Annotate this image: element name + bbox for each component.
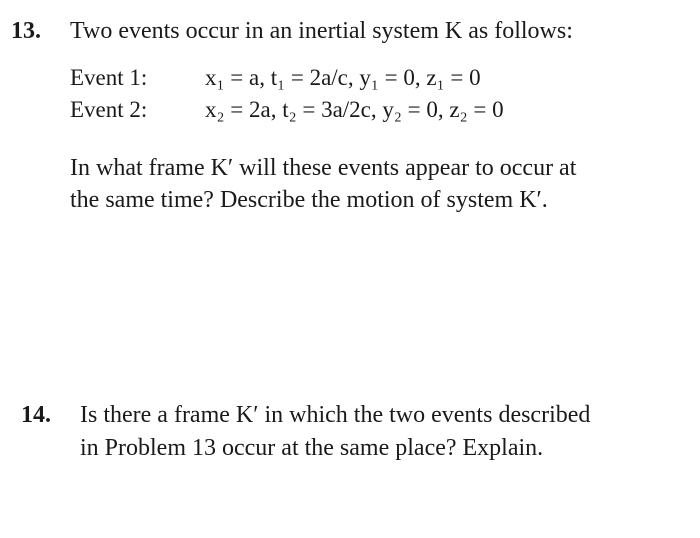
event-coordinates: x₁ = a, t₁ = 2a/c, y₁ = 0, z₁ = 0 (205, 65, 481, 90)
problem-13 (0, 14, 700, 213)
question-line: in Problem 13 occur at the same place? Explain. (80, 435, 544, 461)
event-row-2 (70, 94, 690, 126)
problem-14-header (0, 398, 700, 432)
event-coordinates: x₂ = 2a, t₂ = 3a/2c, y₂ = 0, z₂ = 0 (205, 97, 504, 122)
event-label: Event 1: (70, 65, 148, 90)
question-line: the same time? Describe the motion of system K′. (70, 187, 548, 213)
problem-question (80, 432, 690, 464)
problem-number: 13. (11, 18, 41, 44)
problem-13-header (0, 14, 700, 48)
problem-statement-lead: Two events occur in an inertial system K as follows: (70, 18, 573, 44)
problem-question (70, 152, 690, 216)
question-line: In what frame K′ will these events appear to occur at (70, 155, 577, 181)
problem-14 (0, 398, 700, 461)
event-row-1 (70, 62, 690, 94)
problem-statement-lead: Is there a frame K′ in which the two events described (80, 402, 591, 428)
event-list (70, 62, 690, 126)
event-label: Event 2: (70, 97, 148, 122)
problem-number: 14. (21, 402, 51, 428)
